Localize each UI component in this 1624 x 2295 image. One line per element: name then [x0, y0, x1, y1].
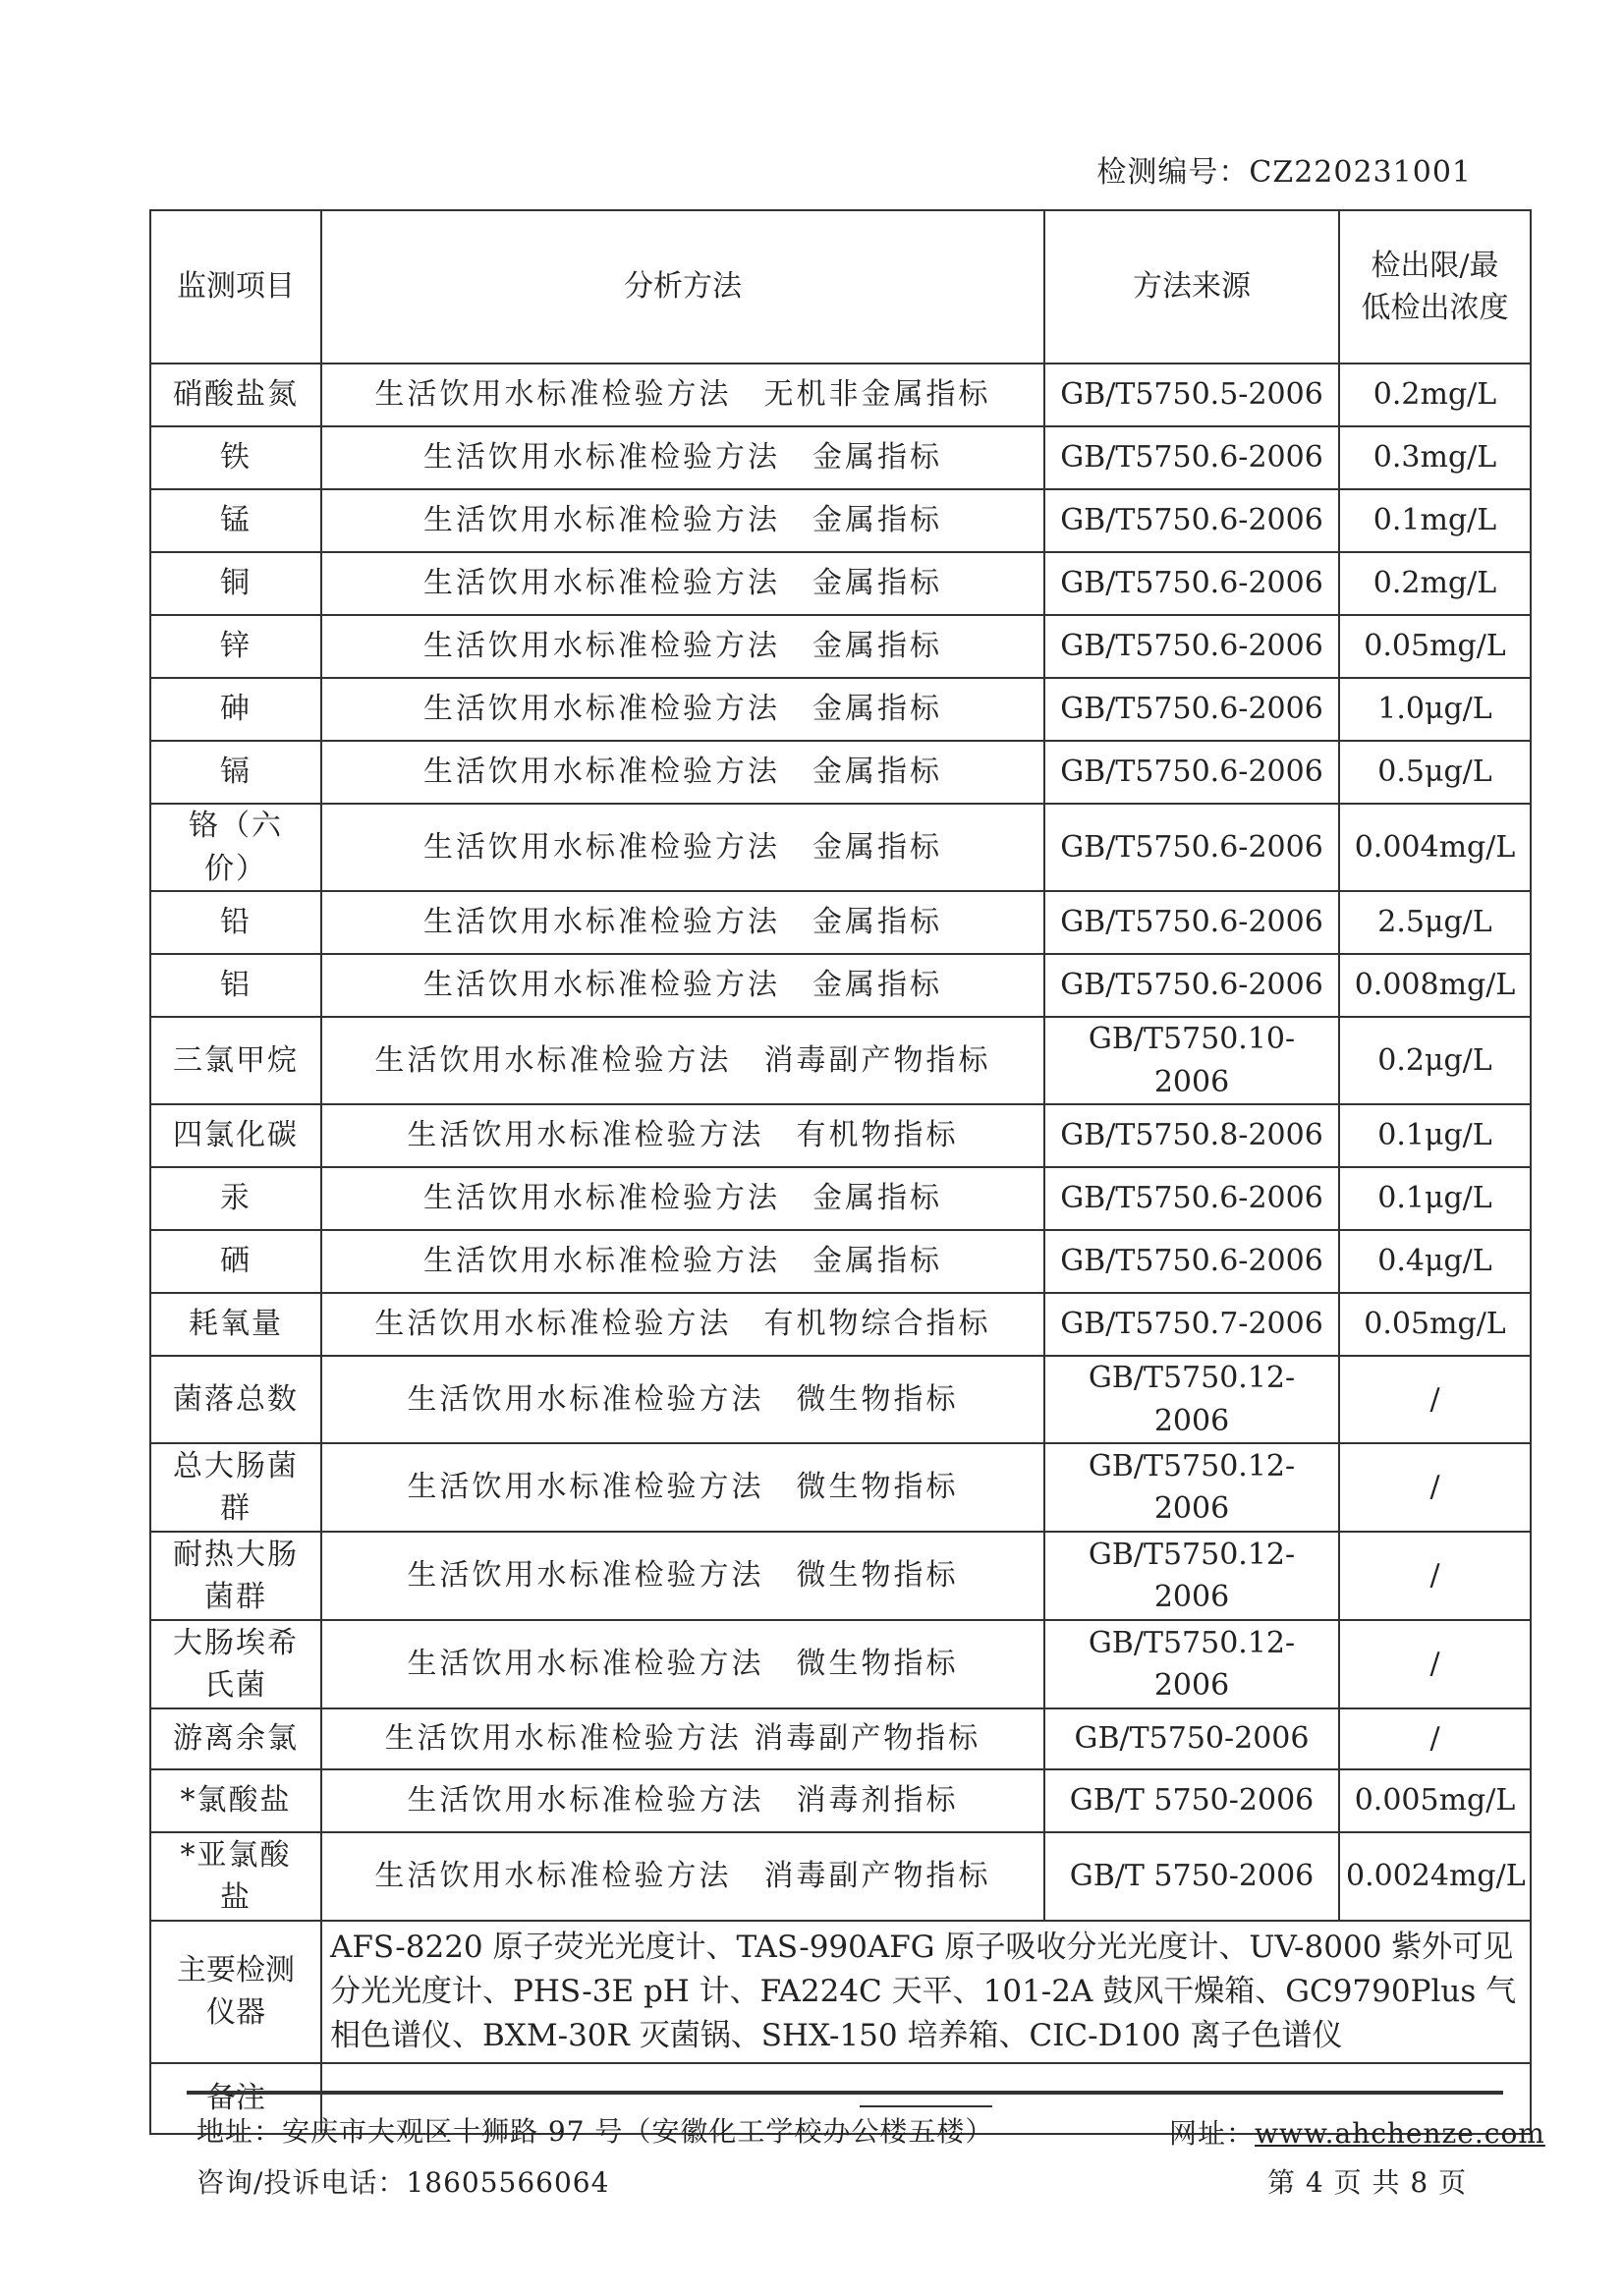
cell-item: 铅 — [150, 891, 321, 954]
cell-limit: 0.2mg/L — [1339, 552, 1531, 615]
table-body — [150, 364, 1531, 1921]
cell-source: GB/T5750.6-2006 — [1044, 1167, 1339, 1230]
cell-method: 生活饮用水标准检验方法 金属指标 — [321, 1230, 1044, 1293]
cell-limit: / — [1339, 1443, 1531, 1532]
cell-item: 砷 — [150, 678, 321, 741]
remark-blank-line — [860, 2084, 992, 2107]
cell-method: 生活饮用水标准检验方法 微生物指标 — [321, 1620, 1044, 1708]
page-number: 第 4 页 共 8 页 — [1267, 2166, 1468, 2199]
cell-source: GB/T5750.6-2006 — [1044, 426, 1339, 489]
table-row — [150, 1708, 1531, 1769]
table-row — [150, 1532, 1531, 1620]
cell-method: 生活饮用水标准检验方法 金属指标 — [321, 741, 1044, 804]
cell-source: GB/T5750.12-2006 — [1044, 1443, 1339, 1532]
cell-method: 生活饮用水标准检验方法 消毒副产物指标 — [321, 1017, 1044, 1104]
cell-limit: 0.0024mg/L — [1339, 1832, 1531, 1921]
table-row — [150, 1293, 1531, 1356]
website-label: 网址： — [1169, 2117, 1256, 2150]
report-number: 检测编号：CZ220231001 — [1096, 155, 1472, 190]
cell-method: 生活饮用水标准检验方法 有机物综合指标 — [321, 1293, 1044, 1356]
cell-item: 汞 — [150, 1167, 321, 1230]
table-row — [150, 1832, 1531, 1921]
table-row — [150, 678, 1531, 741]
cell-item: 铬（六价） — [150, 804, 321, 891]
cell-item: 硒 — [150, 1230, 321, 1293]
cell-source: GB/T 5750-2006 — [1044, 1769, 1339, 1832]
table-row — [150, 804, 1531, 891]
cell-item: 耗氧量 — [150, 1293, 321, 1356]
cell-item: 三氯甲烷 — [150, 1017, 321, 1104]
cell-source: GB/T5750.6-2006 — [1044, 489, 1339, 552]
cell-limit: 0.2μg/L — [1339, 1017, 1531, 1104]
cell-source: GB/T 5750-2006 — [1044, 1832, 1339, 1921]
table-row — [150, 1620, 1531, 1708]
cell-source: GB/T5750.6-2006 — [1044, 1230, 1339, 1293]
cell-source: GB/T5750.6-2006 — [1044, 954, 1339, 1017]
cell-item: 耐热大肠菌群 — [150, 1532, 321, 1620]
cell-method: 生活饮用水标准检验方法 微生物指标 — [321, 1443, 1044, 1532]
cell-item: 锌 — [150, 615, 321, 678]
cell-item: 硝酸盐氮 — [150, 364, 321, 426]
table-row — [150, 954, 1531, 1017]
remark-label: 备注 — [150, 2063, 321, 2134]
cell-method: 生活饮用水标准检验方法 消毒副产物指标 — [321, 1708, 1044, 1769]
table-row — [150, 426, 1531, 489]
cell-item: 四氯化碳 — [150, 1104, 321, 1167]
table-row — [150, 1017, 1531, 1104]
cell-method: 生活饮用水标准检验方法 金属指标 — [321, 804, 1044, 891]
cell-source: GB/T5750-2006 — [1044, 1708, 1339, 1769]
cell-method: 生活饮用水标准检验方法 无机非金属指标 — [321, 364, 1044, 426]
cell-limit: / — [1339, 1708, 1531, 1769]
cell-method: 生活饮用水标准检验方法 金属指标 — [321, 678, 1044, 741]
instruments-label: 主要检测仪器 — [150, 1921, 321, 2063]
cell-method: 生活饮用水标准检验方法 金属指标 — [321, 615, 1044, 678]
table-row — [150, 1230, 1531, 1293]
cell-item: 铝 — [150, 954, 321, 1017]
cell-source: GB/T5750.6-2006 — [1044, 804, 1339, 891]
cell-source: GB/T5750.5-2006 — [1044, 364, 1339, 426]
cell-limit: / — [1339, 1620, 1531, 1708]
cell-method: 生活饮用水标准检验方法 金属指标 — [321, 552, 1044, 615]
cell-limit: 0.1μg/L — [1339, 1104, 1531, 1167]
cell-limit: 0.05mg/L — [1339, 1293, 1531, 1356]
cell-source: GB/T5750.8-2006 — [1044, 1104, 1339, 1167]
cell-limit: / — [1339, 1356, 1531, 1443]
header-limit: 检出限/最低检出浓度 — [1339, 210, 1531, 364]
cell-source: GB/T5750.6-2006 — [1044, 891, 1339, 954]
cell-limit: 0.5μg/L — [1339, 741, 1531, 804]
cell-limit: 1.0μg/L — [1339, 678, 1531, 741]
cell-limit: 0.004mg/L — [1339, 804, 1531, 891]
cell-source: GB/T5750.6-2006 — [1044, 552, 1339, 615]
footer-divider — [187, 2091, 1503, 2095]
table-row — [150, 741, 1531, 804]
cell-item: 总大肠菌群 — [150, 1443, 321, 1532]
cell-method: 生活饮用水标准检验方法 金属指标 — [321, 891, 1044, 954]
cell-method: 生活饮用水标准检验方法 微生物指标 — [321, 1356, 1044, 1443]
instruments-row — [150, 1921, 1531, 2063]
footer-address: 地址：安庆市大观区十狮路 97 号（安徽化工学校办公楼五楼） — [196, 2115, 994, 2148]
cell-source: GB/T5750.12-2006 — [1044, 1356, 1339, 1443]
cell-item: 菌落总数 — [150, 1356, 321, 1443]
cell-item: *氯酸盐 — [150, 1769, 321, 1832]
table-row — [150, 489, 1531, 552]
cell-method: 生活饮用水标准检验方法 金属指标 — [321, 1167, 1044, 1230]
table-row — [150, 364, 1531, 426]
cell-item: 铜 — [150, 552, 321, 615]
header-source: 方法来源 — [1044, 210, 1339, 364]
cell-limit: 0.05mg/L — [1339, 615, 1531, 678]
cell-source: GB/T5750.12-2006 — [1044, 1620, 1339, 1708]
header-method: 分析方法 — [321, 210, 1044, 364]
footer-phone: 咨询/投诉电话：18605566064 — [196, 2166, 610, 2199]
website-link[interactable]: www.ahchenze.com — [1255, 2117, 1545, 2150]
cell-item: 锰 — [150, 489, 321, 552]
table-row — [150, 1167, 1531, 1230]
table-row — [150, 891, 1531, 954]
table-row — [150, 552, 1531, 615]
cell-source: GB/T5750.6-2006 — [1044, 741, 1339, 804]
cell-method: 生活饮用水标准检验方法 消毒副产物指标 — [321, 1832, 1044, 1921]
cell-method: 生活饮用水标准检验方法 微生物指标 — [321, 1532, 1044, 1620]
table-header-row — [150, 210, 1531, 364]
cell-limit: 0.008mg/L — [1339, 954, 1531, 1017]
table-row — [150, 1769, 1531, 1832]
test-methods-table — [149, 209, 1532, 2135]
header-item: 监测项目 — [150, 210, 321, 364]
cell-method: 生活饮用水标准检验方法 金属指标 — [321, 489, 1044, 552]
footer-website — [1169, 2112, 1545, 2152]
table-row — [150, 615, 1531, 678]
cell-method: 生活饮用水标准检验方法 金属指标 — [321, 426, 1044, 489]
instruments-list: AFS-8220 原子荧光光度计、TAS-990AFG 原子吸收分光光度计、UV-8000 紫外可见分光光度计、PHS-3E pH 计、FA224C 天平、101-2A 鼓风干燥箱、GC9790Plus 气相色谱仪、BXM-30R 灭菌锅、SHX-150 培养箱、CIC-D100 离子色谱仪 — [321, 1921, 1531, 2063]
cell-item: 铁 — [150, 426, 321, 489]
cell-limit: 0.1μg/L — [1339, 1167, 1531, 1230]
cell-source: GB/T5750.6-2006 — [1044, 678, 1339, 741]
cell-item: 大肠埃希氏菌 — [150, 1620, 321, 1708]
cell-method: 生活饮用水标准检验方法 金属指标 — [321, 954, 1044, 1017]
cell-item: 镉 — [150, 741, 321, 804]
table-row — [150, 1443, 1531, 1532]
cell-method: 生活饮用水标准检验方法 消毒剂指标 — [321, 1769, 1044, 1832]
cell-item: *亚氯酸盐 — [150, 1832, 321, 1921]
cell-limit: 2.5μg/L — [1339, 891, 1531, 954]
cell-item: 游离余氯 — [150, 1708, 321, 1769]
cell-limit: 0.4μg/L — [1339, 1230, 1531, 1293]
cell-limit: 0.2mg/L — [1339, 364, 1531, 426]
cell-limit: 0.3mg/L — [1339, 426, 1531, 489]
cell-method: 生活饮用水标准检验方法 有机物指标 — [321, 1104, 1044, 1167]
cell-source: GB/T5750.10-2006 — [1044, 1017, 1339, 1104]
cell-source: GB/T5750.6-2006 — [1044, 615, 1339, 678]
cell-limit: 0.005mg/L — [1339, 1769, 1531, 1832]
cell-limit: / — [1339, 1532, 1531, 1620]
cell-limit: 0.1mg/L — [1339, 489, 1531, 552]
cell-source: GB/T5750.7-2006 — [1044, 1293, 1339, 1356]
cell-source: GB/T5750.12-2006 — [1044, 1532, 1339, 1620]
table-row — [150, 1356, 1531, 1443]
table-row — [150, 1104, 1531, 1167]
